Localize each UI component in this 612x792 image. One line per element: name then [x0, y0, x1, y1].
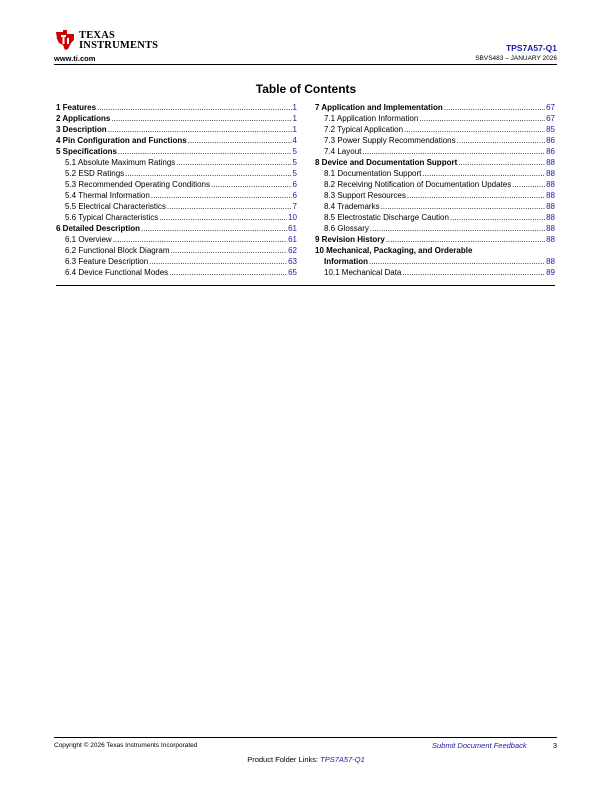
toc-entry-page: 5	[292, 158, 297, 167]
toc-entry[interactable]	[56, 212, 297, 223]
copyright-notice: Copyright © 2026 Texas Instruments Incorporated	[54, 742, 198, 749]
page-number: 3	[552, 741, 557, 750]
toc-leader-dots	[176, 157, 291, 168]
ti-logo-icon	[54, 29, 76, 51]
toc-entry-page: 4	[292, 136, 297, 145]
toc-entry-page: 88	[546, 169, 555, 178]
toc-entry-page: 63	[288, 257, 297, 266]
toc-entry[interactable]	[315, 113, 555, 124]
toc-entry[interactable]	[315, 146, 555, 157]
document-id: SBVS483 – JANUARY 2026	[475, 55, 557, 62]
toc-entry-page: 85	[546, 125, 555, 134]
toc-entry-label: 8.5 Electrostatic Discharge Caution	[324, 213, 449, 222]
toc-entry-page: 6	[292, 180, 297, 189]
toc-entry-label: 8.1 Documentation Support	[324, 169, 422, 178]
toc-title: Table of Contents	[255, 82, 357, 96]
toc-entry[interactable]	[315, 267, 555, 278]
toc-leader-dots	[111, 113, 291, 124]
toc-entry-page: 5	[292, 147, 297, 156]
toc-entry-label: 6.1 Overview	[65, 235, 112, 244]
site-url-link[interactable]: www.ti.com	[54, 54, 96, 63]
toc-entry[interactable]	[56, 234, 297, 245]
toc-entry[interactable]	[56, 102, 297, 113]
toc-entry-label: 1 Features	[56, 103, 97, 112]
toc-entry[interactable]	[315, 102, 555, 113]
toc-leader-dots	[458, 157, 545, 168]
toc-entry-label: 6 Detailed Description	[56, 224, 141, 233]
product-folder-link[interactable]: TPS7A57-Q1	[320, 755, 365, 764]
toc-entry[interactable]	[56, 245, 297, 256]
toc-entry-label: 8.6 Glossary	[324, 224, 369, 233]
toc-leader-dots	[188, 135, 292, 146]
toc-entry-page: 1	[292, 103, 297, 112]
toc-entry-label: 5.3 Recommended Operating Conditions	[65, 180, 210, 189]
toc-entry-page: 88	[546, 224, 555, 233]
toc-bottom-divider	[56, 285, 555, 286]
toc-leader-dots	[386, 234, 545, 245]
toc-leader-dots	[404, 124, 545, 135]
toc-leader-dots	[211, 179, 292, 190]
toc-leader-dots	[407, 190, 545, 201]
toc-entry-label: 8.3 Support Resources	[324, 191, 406, 200]
toc-entry-label: 6.2 Functional Block Diagram	[65, 246, 170, 255]
toc-entry-label: 5.6 Typical Characteristics	[65, 213, 159, 222]
toc-entry-label: 8.2 Receiving Notification of Documentation Updates	[324, 180, 512, 189]
toc-entry-page: 65	[288, 268, 297, 277]
toc-entry-page: 86	[546, 136, 555, 145]
toc-leader-dots	[167, 201, 292, 212]
toc-entry[interactable]	[315, 234, 555, 245]
toc-entry-label: Information	[324, 257, 368, 266]
toc-entry-page: 89	[546, 268, 555, 277]
toc-entry-label: 6.3 Feature Description	[65, 257, 149, 266]
toc-entry-label: 2 Applications	[56, 114, 111, 123]
toc-entry-page: 5	[292, 169, 297, 178]
toc-leader-dots	[171, 245, 288, 256]
toc-entry[interactable]	[315, 212, 555, 223]
part-number-link[interactable]: TPS7A57-Q1	[505, 43, 557, 53]
toc-leader-dots	[141, 223, 287, 234]
logo-text-line2: INSTRUMENTS	[79, 40, 159, 51]
toc-entry-page: 61	[288, 224, 297, 233]
toc-entry-label: 7.4 Layout	[324, 147, 362, 156]
toc-entry-label: 7.2 Typical Application	[324, 125, 404, 134]
toc-leader-dots	[159, 212, 287, 223]
toc-entry-page: 88	[546, 202, 555, 211]
toc-leader-dots	[444, 102, 545, 113]
toc-entry[interactable]	[315, 256, 555, 267]
toc-leader-dots	[169, 267, 287, 278]
toc-entry-label: 5.5 Electrical Characteristics	[65, 202, 166, 211]
toc-entry[interactable]	[56, 157, 297, 168]
toc-entry-label: 8.4 Trademarks	[324, 202, 380, 211]
header-divider	[54, 64, 557, 65]
toc-entry[interactable]	[56, 256, 297, 267]
toc-entry[interactable]	[56, 190, 297, 201]
toc-entry-page: 7	[292, 202, 297, 211]
toc-entry[interactable]	[56, 223, 297, 234]
toc-entry[interactable]	[315, 168, 555, 179]
toc-leader-dots	[97, 102, 292, 113]
toc-entry-label: 3 Description	[56, 125, 107, 134]
toc-leader-dots	[422, 168, 545, 179]
toc-entry-page: 1	[292, 114, 297, 123]
toc-entry[interactable]	[56, 135, 297, 146]
toc-leader-dots	[362, 146, 545, 157]
toc-entry-label: 10 Mechanical, Packaging, and Orderable	[315, 246, 473, 255]
toc-entry-label: 5 Specifications	[56, 147, 117, 156]
toc-leader-dots	[370, 223, 545, 234]
toc-entry[interactable]	[315, 157, 555, 168]
toc-entry[interactable]	[315, 201, 555, 212]
toc-entry-label: 8 Device and Documentation Support	[315, 158, 458, 167]
toc-leader-dots	[118, 146, 292, 157]
toc-entry-label: 7.3 Power Supply Recommendations	[324, 136, 456, 145]
toc-entry[interactable]	[56, 113, 297, 124]
submit-feedback-link[interactable]: Submit Document Feedback	[432, 741, 527, 750]
toc-leader-dots	[419, 113, 545, 124]
toc-leader-dots	[450, 212, 545, 223]
toc-leader-dots	[125, 168, 291, 179]
toc-entry[interactable]	[56, 124, 297, 135]
product-folder-label: Product Folder Links:	[247, 755, 321, 764]
toc-leader-dots	[381, 201, 546, 212]
toc-entry-page: 61	[288, 235, 297, 244]
toc-entry-page: 88	[546, 213, 555, 222]
toc-entry-label: 6.4 Device Functional Modes	[65, 268, 169, 277]
toc-entry-label: 7 Application and Implementation	[315, 103, 443, 112]
toc-entry-page: 88	[546, 158, 555, 167]
toc-entry[interactable]	[56, 267, 297, 278]
toc-entry-label: 9 Revision History	[315, 235, 385, 244]
toc-leader-dots	[512, 179, 545, 190]
toc-entry[interactable]	[56, 146, 297, 157]
toc-entry-page: 10	[288, 213, 297, 222]
toc-entry-label: 5.1 Absolute Maximum Ratings	[65, 158, 176, 167]
toc-leader-dots	[369, 256, 545, 267]
logo-text-line1: TEXAS	[79, 30, 116, 41]
product-folder-links	[0, 755, 612, 764]
toc-entry-page: 67	[546, 114, 555, 123]
toc-entry-label: 7.1 Application Information	[324, 114, 419, 123]
toc-entry[interactable]	[56, 179, 297, 190]
toc-entry-label: 5.2 ESD Ratings	[65, 169, 125, 178]
toc-leader-dots	[108, 124, 292, 135]
toc-entry-label: 4 Pin Configuration and Functions	[56, 136, 187, 145]
toc-entry[interactable]	[315, 245, 555, 256]
footer-divider	[54, 737, 557, 738]
toc-entry-page: 86	[546, 147, 555, 156]
toc-entry[interactable]	[315, 179, 555, 190]
toc-entry[interactable]	[56, 201, 297, 212]
toc-entry[interactable]	[56, 168, 297, 179]
toc-leader-dots	[457, 135, 545, 146]
toc-leader-dots	[149, 256, 287, 267]
toc-entry-page: 88	[546, 191, 555, 200]
toc-leader-dots	[151, 190, 292, 201]
toc-right-column	[315, 102, 555, 278]
toc-entry[interactable]	[315, 135, 555, 146]
toc-entry-page: 6	[292, 191, 297, 200]
toc-entry-page: 67	[546, 103, 555, 112]
toc-entry[interactable]	[315, 223, 555, 234]
toc-entry-page: 88	[546, 180, 555, 189]
toc-entry-page: 62	[288, 246, 297, 255]
toc-left-column	[56, 102, 297, 278]
toc-entry-page: 88	[546, 235, 555, 244]
toc-leader-dots	[402, 267, 545, 278]
toc-entry[interactable]	[315, 124, 555, 135]
toc-leader-dots	[113, 234, 287, 245]
toc-entry-page: 88	[546, 257, 555, 266]
toc-entry-page: 1	[292, 125, 297, 134]
toc-entry-label: 5.4 Thermal Information	[65, 191, 150, 200]
toc-entry[interactable]	[315, 190, 555, 201]
toc-entry-label: 10.1 Mechanical Data	[324, 268, 402, 277]
